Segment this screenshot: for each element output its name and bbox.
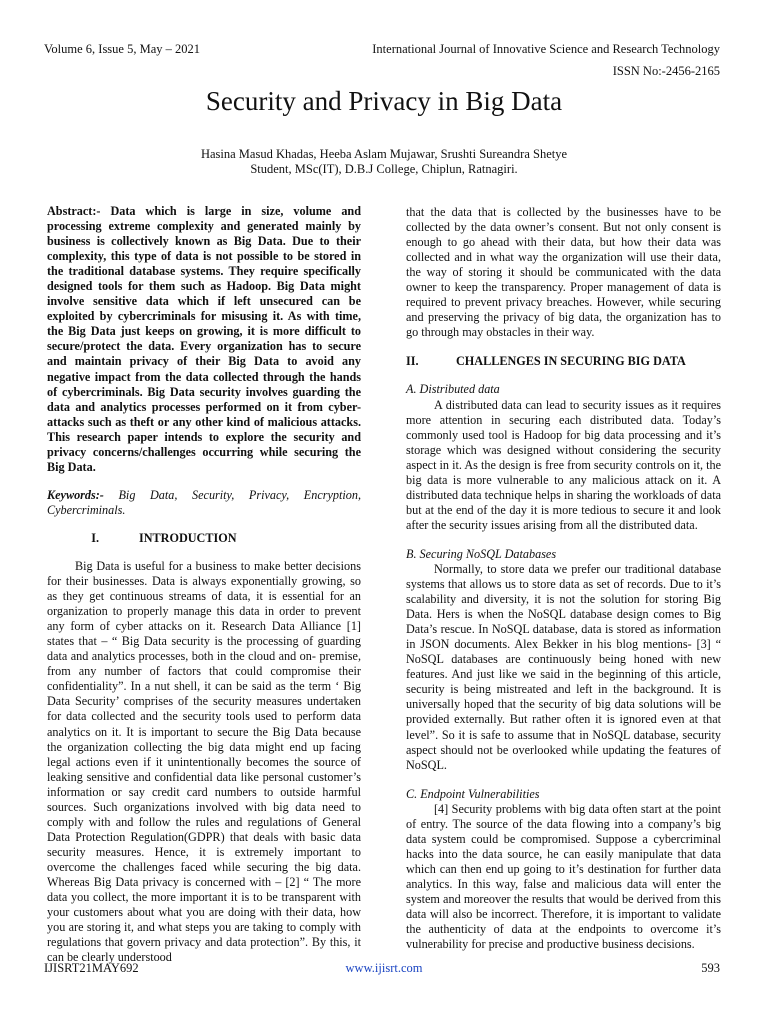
subsection-body-distributed-data: A distributed data can lead to security issues as it requires more attention in securing each distributed data. Today’s commonly used tool is Hadoop for big data processing and it’s storage which was designed without considering the security aspect in it. As the design is free from security controls on it, the big data is more vulnerable to any malicious attack on it. A distributed data technique helps in sharing the workloads of data but at the end of the day it is more tedious to secure it and look after the security issues arising from all the distributed data.	[406, 397, 721, 532]
footer-paper-id: IJISRT21MAY692	[44, 961, 139, 975]
subsection-body-nosql: Normally, to store data we prefer our traditional database systems that allows us to store data as set of records. Due to it’s scalability and diversity, it is not the solution for storing Big Data. Hers is when the NoSQL database design comes to Big Data’s rescue. In NoSQL database, data is stored as information in JSON documents. Alex Bekker in his blog mentions- [3] “ NoSQL databases are continuously being honed with new features. And just like we said in the beginning of this article, security is being mistreated and left in the background. It is universally hoped that the security of big data solutions will be provided externally. But rather often it is ignored even at that level”. So it is safe to assume that in NoSQL database, security aspect should not be overlooked while updating the features of NoSQL.	[406, 561, 721, 772]
keywords-label: Keywords:-	[47, 487, 104, 502]
footer-website-link[interactable]: www.ijisrt.com	[345, 961, 423, 975]
abstract: Abstract:- Data which is large in size, volume and processing extreme complexity and generated mainly by business is collectively known as Big Data. Due to their complexity, this type of data is not possible to be stored in the traditional database systems. They require specifically designed tools for them such as Hadoop. Big Data might involve sensitive data which if left unsecured can be exploited by cybercriminals for misusing it. As with time, the Big Data just keeps on growing, it is more difficult to secure/protect the data. Every organization has to secure and maintain privacy of their Big Data to avoid any negative impact from the data collected through the hands of cybercriminals. Big Data security involves guarding the data and analytics processes performed on it from cyber-attacks such as theft or any other kind of malicious attacks. This research paper intends to explore the security and privacy concerns/challenges occurring while securing the Big Data.	[47, 204, 361, 474]
issn: ISSN No:-2456-2165	[612, 64, 720, 78]
affiliation: Student, MSc(IT), D.B.J College, Chiplun, Ratnagiri.	[250, 162, 518, 176]
keywords-list: Big Data, Security, Privacy, Encryption, Cybercriminals.	[47, 487, 362, 517]
journal-name: International Journal of Innovative Science and Research Technology	[372, 42, 720, 56]
section-number: I.	[91, 530, 99, 545]
section-title: INTRODUCTION	[139, 530, 237, 545]
page-number: 593	[701, 961, 720, 975]
right-column	[406, 205, 721, 952]
author-block	[0, 147, 768, 177]
authors: Hasina Masud Khadas, Heeba Aslam Mujawar, Srushti Sureandra Shetye	[200, 147, 568, 161]
subsection-title-distributed-data: A. Distributed data	[406, 382, 500, 397]
left-column	[47, 204, 361, 965]
section-heading-challenges: II. CHALLENGES IN SECURING BIG DATA	[406, 354, 686, 369]
subsection-title-endpoint: C. Endpoint Vulnerabilities	[406, 786, 540, 801]
introduction-body: Big Data is useful for a business to make better decisions for their businesses. Data is always exponentially growing, so as they get continuous streams of data, it is essential for an organization to properly manage this data in order to prevent any form of cyber attacks on it. Research Data Alliance [1] states that – “ Big Data security is the processing of guarding data and analytics processes, both in the cloud and on- premise, from any number of factors that could compromise their confidentiality”. In a nut shell, it can be said as the term ‘ Big Data Security’ comprises of the security measures undertaken for data collected and the security tools used to perform data analytics on it. It is important to secure the Big Data because the organization collecting the big data might end up facing legal actions even if it unintentionally becomes the source of leaking sensitive and confidential data like personal customer’s information or say credit card numbers to outside harmful sources. Such organizations involved with big data need to comply with and follow the rules and regulations of General Data Protection Regulation(GDPR) that deals with basic data security measures. Hence, it is extremely important to overcome the challenges faced while securing the big data. Whereas Big Data privacy is concerned with – [2] “ The more data you collect, the more important it is to be transparent with your customers about what you are doing with their data, how you are storing it, and what steps you are taking to comply with regulations that govern privacy and data protection”. By this, it can be clearly understood	[47, 558, 361, 965]
section-title: CHALLENGES IN SECURING BIG DATA	[456, 354, 686, 369]
subsection-title-nosql: B. Securing NoSQL Databases	[406, 546, 557, 561]
section-heading-introduction	[47, 531, 361, 546]
introduction-continuation: that the data that is collected by the businesses have to be collected by the data owner’s consent. But not only consent is enough to go ahead with their data, but how their data was collected and in what way the organization will use their data, the way of storing it should be communicated with the data owner to keep the transparency. Proper management of data is required to prevent privacy breaches. However, while securing and preserving the privacy of big data, the organization has to go through may obstacles in their way.	[406, 205, 721, 340]
paper-title: Security and Privacy in Big Data	[205, 86, 563, 116]
keywords	[47, 488, 361, 518]
volume-issue: Volume 6, Issue 5, May – 2021	[44, 42, 201, 56]
subsection-body-endpoint: [4] Security problems with big data often start at the point of entry. The source of the data flowing into a company’s big data system could be compromised. Suppose a cybercriminal hacks into the data source, he can easily manipulate that data which can then end up going to it’s destination for further data analytics. In this way, false and malicious data will enter the system and moreover the results that would be derived from this data will also be incorrect. Therefore, it is important to validate the authenticity of data at the endpoints to overcome it’s vulnerability for precise and productive business decisions.	[406, 801, 721, 952]
